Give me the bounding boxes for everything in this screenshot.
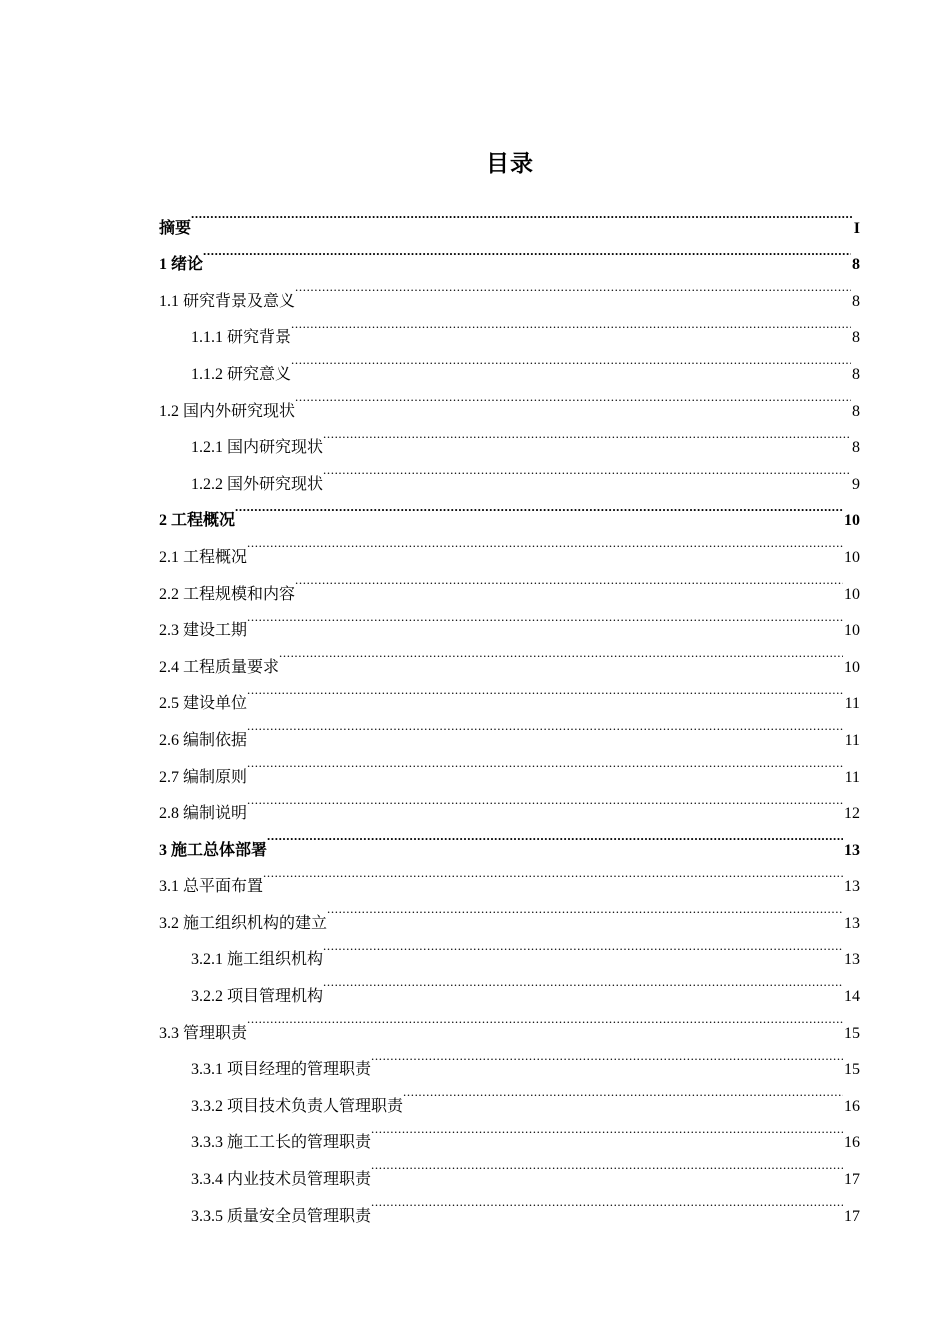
toc-entry-label: 1.1.2 研究意义 (191, 365, 292, 383)
toc-entry-label: 1.2.1 国内研究现状 (191, 439, 324, 457)
toc-dot-leader (203, 233, 851, 270)
toc-dot-leader (247, 672, 844, 709)
toc-dot-leader (323, 452, 851, 489)
toc-entry-page-number: 8 (852, 329, 860, 347)
toc-entry[interactable] (159, 525, 860, 566)
toc-dot-leader (403, 1074, 843, 1111)
toc-entry-page-number: 9 (852, 475, 860, 493)
toc-entry-page-number: 13 (844, 841, 860, 859)
toc-entry-label: 1.1 研究背景及意义 (159, 292, 296, 310)
toc-dot-leader (247, 525, 843, 562)
toc-entry-label: 2.8 编制说明 (159, 805, 248, 823)
toc-dot-leader (247, 708, 844, 745)
toc-entry-label: 2.6 编制依据 (159, 731, 248, 749)
toc-dot-leader (323, 928, 843, 965)
toc-entry-label: 1 绪论 (159, 256, 204, 274)
toc-entry[interactable] (159, 233, 860, 274)
toc-entry-page-number: 17 (844, 1207, 860, 1225)
toc-entry-page-number: 13 (844, 914, 860, 932)
toc-entry-label: 2.2 工程规模和内容 (159, 585, 296, 603)
toc-entry-label: 2 工程概况 (159, 512, 236, 530)
toc-entry-page-number: 8 (852, 439, 860, 457)
toc-entry-page-number: 10 (844, 658, 860, 676)
toc-entry-label: 3 施工总体部署 (159, 841, 268, 859)
toc-entry[interactable] (159, 489, 860, 530)
toc-entry[interactable] (159, 891, 860, 932)
toc-entry-page-number: 10 (844, 512, 860, 530)
toc-dot-leader (279, 635, 843, 672)
toc-entry-page-number: 16 (844, 1097, 860, 1115)
toc-dot-leader (371, 1111, 843, 1148)
toc-entry-label: 1.2 国内外研究现状 (159, 402, 296, 420)
toc-entry-page-number: 8 (852, 292, 860, 310)
toc-entry-label: 摘要 (159, 219, 192, 237)
toc-entry-page-number: 14 (844, 988, 860, 1006)
toc-entry-page-number: 15 (844, 1061, 860, 1079)
toc-dot-leader (291, 306, 851, 343)
toc-entry-label: 2.7 编制原则 (159, 768, 248, 786)
toc-entry[interactable] (159, 818, 860, 859)
toc-entry-page-number: 13 (844, 878, 860, 896)
toc-entry[interactable] (159, 635, 860, 676)
toc-dot-leader (295, 379, 851, 416)
toc-entry[interactable] (159, 196, 860, 237)
toc-entry-page-number: 12 (844, 805, 860, 823)
toc-entry-page-number: 8 (852, 402, 860, 420)
toc-entry-label: 3.3.4 内业技术员管理职责 (191, 1171, 372, 1189)
toc-entry[interactable] (159, 672, 860, 713)
toc-entry-label: 3.3.1 项目经理的管理职责 (191, 1061, 372, 1079)
toc-entry-label: 1.1.1 研究背景 (191, 329, 292, 347)
toc-entry-page-number: 10 (844, 622, 860, 640)
toc-entry-page-number: 10 (844, 585, 860, 603)
toc-dot-leader (267, 818, 843, 855)
toc-entry-page-number: 15 (844, 1024, 860, 1042)
toc-entry-page-number: 11 (844, 695, 860, 713)
toc-entry-label: 3.2.2 项目管理机构 (191, 988, 324, 1006)
toc-dot-leader (247, 1001, 843, 1038)
toc-dot-leader (247, 745, 844, 782)
toc-entry-page-number: 11 (844, 768, 860, 786)
toc-entry-label: 2.4 工程质量要求 (159, 658, 280, 676)
toc-entry-page-number: 8 (852, 256, 860, 274)
toc-dot-leader (371, 1184, 843, 1221)
toc-dot-leader (263, 855, 843, 892)
toc-dot-leader (327, 891, 843, 928)
toc-entry[interactable] (159, 855, 860, 896)
toc-dot-leader (323, 416, 851, 453)
toc-entry-page-number: 8 (852, 365, 860, 383)
toc-dot-leader (295, 269, 851, 306)
toc-entry[interactable] (159, 745, 860, 786)
toc-entry[interactable] (159, 562, 860, 603)
table-of-contents (159, 196, 860, 1225)
toc-entry-label: 2.1 工程概况 (159, 548, 248, 566)
toc-dot-leader (247, 782, 843, 819)
toc-dot-leader (291, 342, 851, 379)
toc-dot-leader (371, 1038, 843, 1075)
toc-entry-label: 2.5 建设单位 (159, 695, 248, 713)
toc-entry-label: 3.3.5 质量安全员管理职责 (191, 1207, 372, 1225)
toc-entry[interactable] (159, 599, 860, 640)
toc-entry-label: 2.3 建设工期 (159, 622, 248, 640)
toc-entry-label: 3.3.3 施工工长的管理职责 (191, 1134, 372, 1152)
toc-entry[interactable] (159, 1038, 860, 1079)
toc-entry[interactable] (159, 269, 860, 310)
toc-entry-page-number: 17 (844, 1171, 860, 1189)
toc-entry[interactable] (159, 1001, 860, 1042)
toc-entry[interactable] (159, 782, 860, 823)
toc-entry-page-number: 11 (844, 731, 860, 749)
toc-entry-label: 3.1 总平面布置 (159, 878, 264, 896)
toc-title: 目录 (486, 151, 534, 177)
toc-entry-label: 1.2.2 国外研究现状 (191, 475, 324, 493)
toc-entry-label: 3.3 管理职责 (159, 1024, 248, 1042)
toc-entry-label: 3.3.2 项目技术负责人管理职责 (191, 1097, 404, 1115)
toc-dot-leader (295, 562, 843, 599)
toc-entry-label: 3.2 施工组织机构的建立 (159, 914, 328, 932)
toc-dot-leader (191, 196, 853, 233)
toc-entry-page-number: 13 (844, 951, 860, 969)
toc-entry-page-number: I (853, 219, 860, 237)
toc-entry[interactable] (159, 708, 860, 749)
toc-dot-leader (323, 964, 843, 1001)
toc-dot-leader (247, 599, 843, 636)
toc-entry-page-number: 16 (844, 1134, 860, 1152)
toc-dot-leader (371, 1147, 843, 1184)
toc-entry-page-number: 10 (844, 548, 860, 566)
toc-entry-label: 3.2.1 施工组织机构 (191, 951, 324, 969)
toc-dot-leader (235, 489, 843, 526)
